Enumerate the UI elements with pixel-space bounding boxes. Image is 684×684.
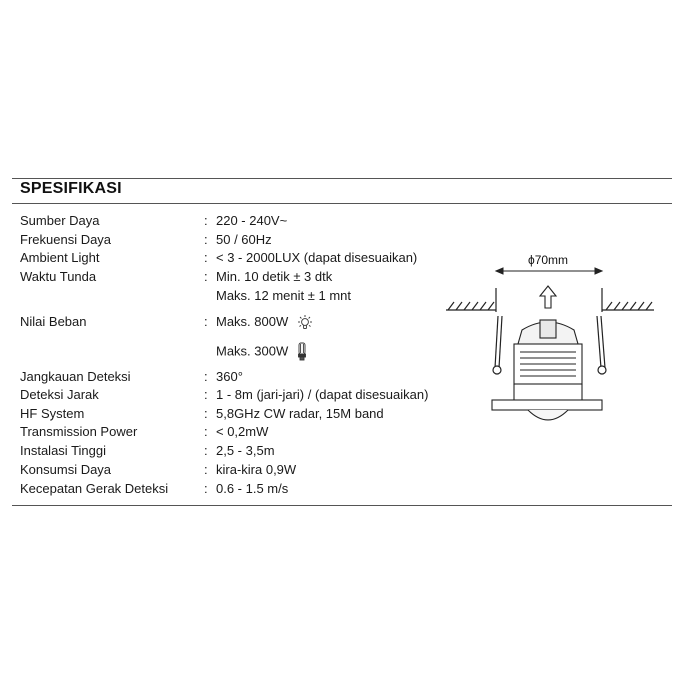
spec-value: 220 - 240V~ <box>216 213 288 228</box>
spec-label: Instalasi Tinggi <box>20 443 106 458</box>
cfl-bulb-icon <box>296 342 308 362</box>
spec-label: HF System <box>20 406 85 421</box>
spec-label: Kecepatan Gerak Deteksi <box>20 481 169 496</box>
spec-label: Frekuensi Daya <box>20 232 112 247</box>
installation-diagram <box>440 240 660 440</box>
spec-label: Nilai Beban <box>20 314 87 329</box>
spec-colon: : <box>204 387 208 402</box>
spec-colon: : <box>204 269 208 284</box>
spec-value-secondary: Maks. 12 menit ± 1 mnt <box>216 288 352 303</box>
spec-value: 360° <box>216 369 243 384</box>
dimension-label: ϕ70mm <box>527 253 569 267</box>
load-cfl-text: Maks. 300W <box>216 343 289 359</box>
title-rule <box>12 203 672 204</box>
spec-value: 1 - 8m (jari-jari) / (dapat disesuaikan) <box>216 387 429 402</box>
top-rule <box>12 178 672 179</box>
spec-value: < 3 - 2000LUX (dapat disesuaikan) <box>216 250 418 265</box>
spec-colon: : <box>204 462 208 477</box>
spec-value: 50 / 60Hz <box>216 232 272 247</box>
spec-colon: : <box>204 406 208 421</box>
spec-label: Waktu Tunda <box>20 269 97 284</box>
spec-value: 2,5 - 3,5m <box>216 443 275 458</box>
spec-colon: : <box>204 369 208 384</box>
spec-label: Jangkauan Deteksi <box>20 369 131 384</box>
incandescent-bulb-icon <box>296 314 314 332</box>
load-incandescent-text: Maks. 800W <box>216 314 289 329</box>
bottom-rule <box>12 505 672 506</box>
spec-colon: : <box>204 232 208 247</box>
spec-colon: : <box>204 250 208 265</box>
spec-value <box>216 313 314 332</box>
dimension-line <box>496 268 602 274</box>
section-title: SPESIFIKASI <box>20 180 122 197</box>
spec-label: Transmission Power <box>20 424 138 439</box>
spec-value: Min. 10 detik ± 3 dtk <box>216 269 333 284</box>
spec-label: Sumber Daya <box>20 213 100 228</box>
spec-colon: : <box>204 443 208 458</box>
spec-value: 5,8GHz CW radar, 15M band <box>216 406 384 421</box>
spec-label: Konsumsi Daya <box>20 462 112 477</box>
spec-colon: : <box>204 481 208 496</box>
spec-value: kira-kira 0,9W <box>216 462 297 477</box>
spec-colon: : <box>204 424 208 439</box>
spec-label: Deteksi Jarak <box>20 387 99 402</box>
spec-value: 0.6 - 1.5 m/s <box>216 481 289 496</box>
spec-colon: : <box>204 314 208 329</box>
spec-label: Ambient Light <box>20 250 100 265</box>
insert-arrow-icon <box>540 286 556 308</box>
spec-value-secondary <box>216 342 308 362</box>
spec-value: < 0,2mW <box>216 424 269 439</box>
spec-colon: : <box>204 213 208 228</box>
sensor-body <box>492 320 602 420</box>
